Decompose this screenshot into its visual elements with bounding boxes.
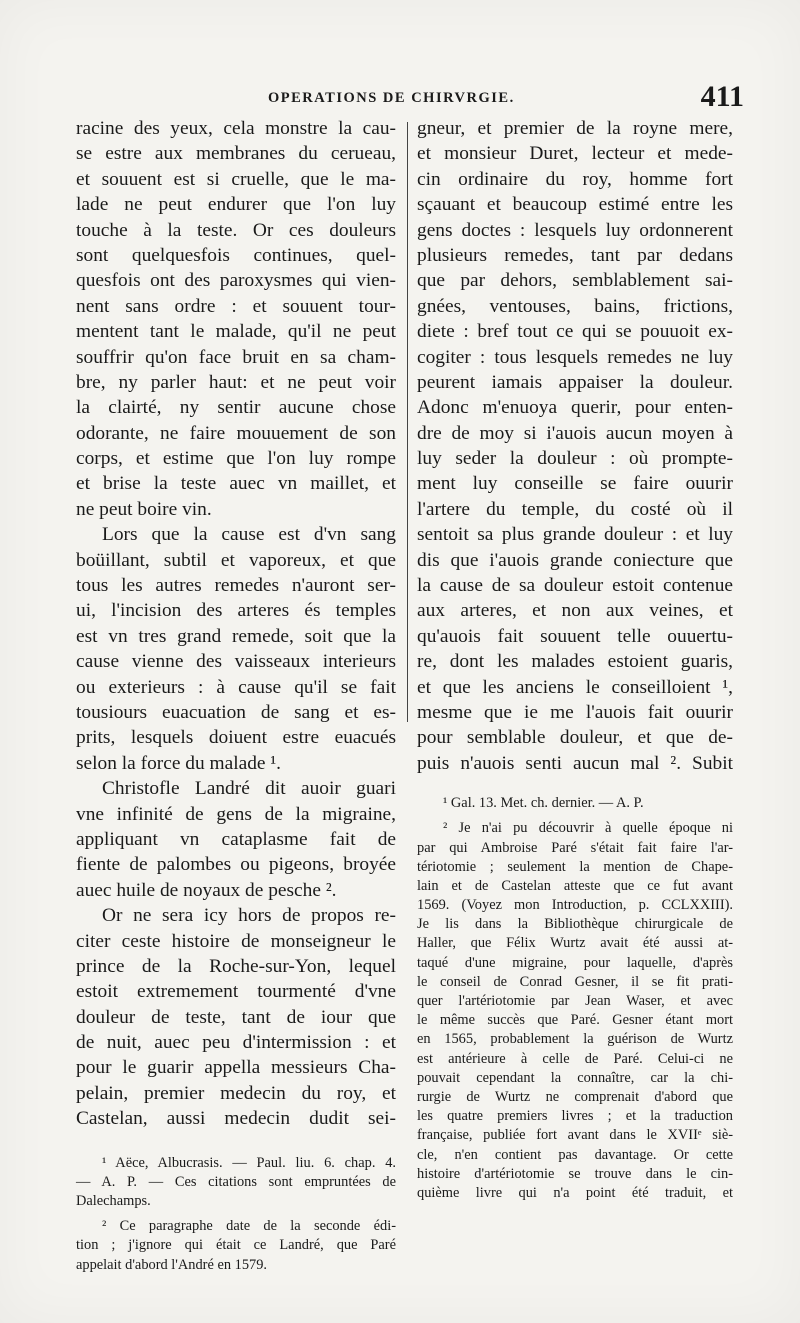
footnote-line: française, publiée fort avant dans le XVIIᵉ siè- [417,1127,733,1144]
text-line: diete : bref tout ce qui se pouuoit ex- [417,321,733,343]
text-line: ui, l'incision des arteres és temples [76,600,396,622]
text-line: prince de la Roche-sur-Yon, lequel [76,955,396,977]
text-line: lade ne peut endurer que l'on luy [76,194,396,216]
text-line: Christofle Landré dit auoir guari [102,778,396,800]
text-line: tousiours euacuation de sang et es- [76,701,396,723]
text-line: la cause de sa douleur estoit contenue [417,575,733,597]
text-line: odorante, ne faire mouuement de son [76,422,396,444]
footnote-line: les quatre premiers livres ; et la traduction [417,1108,733,1125]
text-line: dis que i'auois grande coniecture que [417,549,733,571]
text-line: racine des yeux, cela monstre la cau- [76,118,396,139]
text-line: appliquant vn cataplasme fait de [76,828,396,850]
text-line: re, dont les malades estoient guaris, [417,651,733,673]
text-line: Lors que la cause est d'vn sang [102,524,396,546]
text-line: gens doctes : lesquels luy ordonnerent [417,219,733,241]
text-line: et monsieur Duret, lecteur et mede- [417,143,733,165]
text-line: cin ordinaire du roy, homme fort [417,168,733,190]
text-line: Castelan, aussi medecin dudit sei- [76,1108,396,1130]
footnote-line: le même succès que Paré. Gesner étant mort [417,1012,733,1029]
footnote-line: ¹ Aëce, Albucrasis. — Paul. liu. 6. chap. 4. [102,1154,396,1171]
footnote-line: cle, n'en contient pas davantage. Or cette [417,1146,733,1163]
column-divider [407,122,408,722]
footnote-line: tion ; j'ignore qui était ce Landré, que Paré [76,1237,396,1254]
text-line: et brise la teste auec vn maillet, et [76,473,396,495]
text-line: mesme que ie me l'auois fait ouurir [417,701,733,723]
text-line: puis n'auois senti aucun mal ². Subit [417,752,733,774]
text-line: citer ceste histoire de monseigneur le [76,930,396,952]
footnote-line: ¹ Gal. 13. Met. ch. dernier. — A. P. [443,795,644,812]
text-line: qu'auois fait souuent telle ouuertu- [417,625,733,647]
text-line: vne infinité de gens de la migraine, [76,803,396,825]
text-line: Or ne sera icy hors de propos re- [102,905,396,927]
text-line: de nuit, auec peu d'intermission : et [76,1032,396,1054]
footnote-line: Dalechamps. [76,1193,151,1209]
text-line: souffrir qu'on face bruit en sa cham- [76,346,396,368]
text-line: ne peut boire vin. [76,498,212,520]
text-line: Adonc m'enuoya querir, pour enten- [417,397,733,419]
text-line: peurent iamais appaiser la douleur. [417,371,733,393]
text-line: luy seder la douleur : où prompte- [417,448,733,470]
text-line: prits, lesquels doiuent estre euacués [76,727,396,749]
text-line: tous les autres remedes n'auront ser- [76,575,396,597]
running-head: OPERATIONS DE CHIRVRGIE. [268,90,515,106]
footnote-line: Je lis dans la Bibliothèque chirurgicale de [417,916,733,933]
text-line: pelain, premier medecin du roy, et [76,1082,396,1104]
right-column-body [417,116,733,776]
footnote-line: par qui Ambroise Paré s'était fait faire l'ar- [417,839,733,856]
text-line: corps, et estime que l'on luy rompe [76,448,396,470]
text-line: gnées, ventouses, bains, frictions, [417,295,733,317]
left-column [76,116,396,1275]
footnote-line: Haller, que Félix Wurtz avait été aussi at- [417,935,733,952]
text-line: ou exterieurs : à cause qu'il se fait [76,676,396,698]
text-line: dre de moy si i'auois aucun moyen à [417,422,733,444]
text-line: plusieurs remedes, tant par dedans [417,244,733,266]
text-line: se estre aux membranes du cerueau, [76,143,396,165]
text-line: gneur, et premier de la royne mere, [417,118,733,139]
footnote-line: rurgie de Wurtz ne comprenait d'abord que [417,1088,733,1105]
text-line: nent sans ordre : et souuent tour- [76,295,396,317]
footnote-line: tériotomie ; seulement la mention de Chape- [417,858,733,875]
text-line: pour semblable douleur, et que de- [417,727,733,749]
footnote-line: lain et de Castelan atteste que ce fut avant [417,877,733,894]
text-line: pour le guarir appella messieurs Cha- [76,1057,396,1079]
text-line: bre, ny parler haut: et ne peut voir [76,371,396,393]
footnote-line: histoire d'artériotomie se trouve dans le cin- [417,1165,733,1182]
footnote-line: — A. P. — Ces citations sont empruntées de [76,1173,396,1190]
text-line: que par dehors, semblablement sai- [417,270,733,292]
text-line: aux arteres, et non aux veines, et [417,600,733,622]
text-line: fiente de palombes ou pigeons, broyée [76,854,396,876]
text-line: quesfois ont des paroxysmes qui vien- [76,270,396,292]
text-line: selon la force du malade ¹. [76,752,282,774]
text-line: et souuent est si cruelle, que le ma- [76,168,396,190]
text-line: l'artere du temple, du costé où il [417,498,733,520]
text-line: cogiter : tous lesquels remedes ne luy [417,346,733,368]
page-number: 411 [700,80,744,113]
page-header [78,80,744,114]
footnote-line: appelait d'abord l'André en 1579. [76,1256,268,1273]
text-line: sentoit sa plus grande douleur : et luy [417,524,733,546]
left-column-body [76,116,396,1132]
text-line: sçauant et beaucoup estimé entre les [417,194,733,216]
right-footnotes [417,794,733,1203]
footnote-line: ² Je n'ai pu découvrir à quelle époque ni [443,820,733,837]
footnote-line: est antérieure à celle de Paré. Celui-ci ne [417,1050,733,1067]
text-line: estoit extremement tourmenté d'vne [76,981,396,1003]
text-line: la clairté, ny sentir aucune chose [76,397,396,419]
footnote-line: taqué d'une migraine, pour laquelle, d'après [417,954,733,971]
footnote-line: en 1565, probablement la guérison de Wurtz [417,1031,733,1048]
text-line: douleur de teste, tant de iour que [76,1006,396,1028]
text-line: cause vienne des vaisseaux interieurs [76,651,396,673]
text-line: ment luy conseille se faire ouurir [417,473,733,495]
text-line: mentent tant le malade, qu'il ne peut [76,321,396,343]
footnote-line: 1569. (Voyez mon Introduction, p. CCLXXIII). [417,897,733,914]
footnote-line: pouvait cependant la connaître, car la chi- [417,1069,733,1086]
text-line: et que les anciens le conseilloient ¹, [417,676,733,698]
text-line: touche à la teste. Or ces douleurs [76,219,396,241]
left-footnotes [76,1154,396,1275]
footnote-line: le conseil de Conrad Gesner, il se fit prati- [417,973,733,990]
text-line: est vn tres grand remede, soit que la [76,625,396,647]
footnote-line: ² Ce paragraphe date de la seconde édi- [102,1218,396,1235]
footnote-line: quer l'artériotomie par Jean Waser, et avec [417,993,733,1010]
footnote-line: quième livre qui n'a point été traduit, et [417,1184,733,1201]
text-line: sont quelquesfois continues, quel- [76,244,396,266]
text-line: boüillant, subtil et vaporeux, et que [76,549,396,571]
text-line: auec huile de noyaux de pesche ². [76,879,337,901]
right-column [417,116,733,1203]
